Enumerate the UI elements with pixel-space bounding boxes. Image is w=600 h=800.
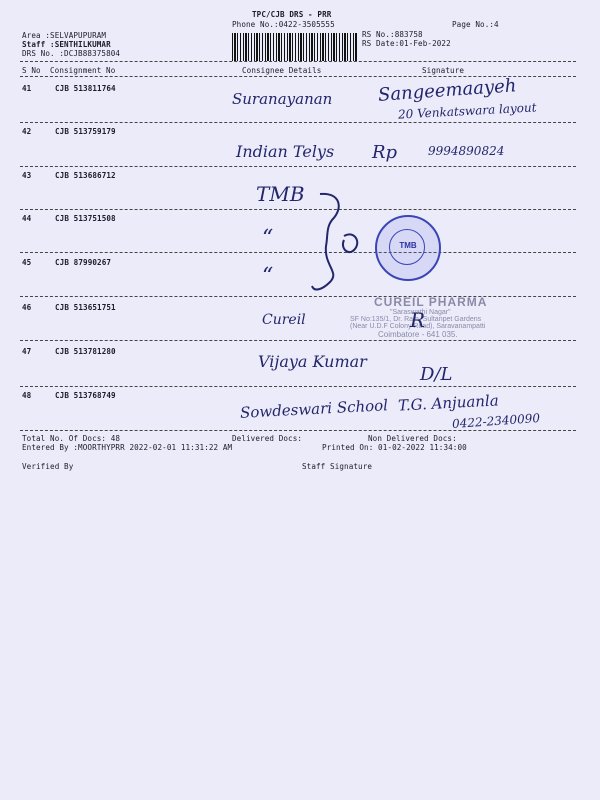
area-label: Area :SELVAPUPURAM — [22, 31, 107, 40]
handwritten-signature: T.G. Anjuanla — [397, 391, 500, 415]
handwritten-signature: Rp — [372, 142, 398, 163]
divider — [20, 122, 576, 123]
row-consignment: CJB 513651751 — [55, 303, 116, 312]
row-consignment: CJB 513781280 — [55, 347, 116, 356]
col-sno: S No — [22, 66, 41, 75]
staff-signature: Staff Signature — [302, 462, 373, 471]
row-consignment: CJB 513751508 — [55, 214, 116, 223]
divider — [20, 61, 576, 62]
handwritten-note: 20 Venkatswara layout — [397, 100, 537, 122]
pharma-stamp: CUREIL PHARMA "Saraswathi Nagar" SF No:135/1, Dr. Ram, Sultanpet Gardens (Near U.D.F Colony Road), Saravanampatti Coimbatore - 641 035. — [350, 295, 488, 339]
non-delivered-docs: Non Delivered Docs: — [368, 434, 457, 443]
handwritten-note: 9994890824 — [428, 144, 505, 158]
handwritten-signature: D/L — [420, 364, 453, 385]
printed-on: Printed On: 01-02-2022 11:34:00 — [322, 443, 467, 452]
divider — [20, 340, 576, 341]
rs-number: RS No.:883758 — [362, 30, 423, 39]
handwritten-consignee: Sowdeswari School — [239, 396, 389, 422]
row-consignment: CJB 513811764 — [55, 84, 116, 93]
row-consignment: CJB 513686712 — [55, 171, 116, 180]
handwritten-consignee: “ — [262, 264, 274, 289]
rs-date: RS Date:01-Feb-2022 — [362, 39, 451, 48]
row-sno: 44 — [22, 214, 32, 223]
total-docs: Total No. Of Docs: 48 — [22, 434, 121, 443]
row-sno: 45 — [22, 258, 32, 267]
col-consignee-details: Consignee Details — [242, 66, 322, 75]
divider — [20, 252, 576, 253]
handwritten-signature: Sangeemaayeh — [377, 75, 518, 106]
divider — [20, 166, 576, 167]
handwritten-note: 0422-2340090 — [451, 410, 541, 432]
row-consignment: CJB 513759179 — [55, 127, 116, 136]
page-number: Page No.:4 — [452, 20, 499, 29]
row-sno: 42 — [22, 127, 32, 136]
entered-by: Entered By :MOORTHYPRR 2022-02-01 11:31:22 AM — [22, 443, 233, 452]
row-consignment: CJB 513768749 — [55, 391, 116, 400]
barcode — [232, 33, 357, 61]
phone-number: Phone No.:0422-3505555 — [232, 20, 335, 29]
handwritten-signature: R — [410, 308, 426, 332]
row-consignment: CJB 87990267 — [55, 258, 112, 267]
row-sno: 47 — [22, 347, 32, 356]
verified-by: Verified By — [22, 462, 74, 471]
divider — [20, 386, 576, 387]
handwritten-consignee: Vijaya Kumar — [258, 352, 367, 371]
row-sno: 46 — [22, 303, 32, 312]
handwritten-consignee: Indian Telys — [236, 142, 335, 161]
handwritten-consignee: TMB — [256, 182, 305, 206]
handwritten-bracket — [310, 190, 370, 300]
delivered-docs: Delivered Docs: — [232, 434, 303, 443]
handwritten-consignee: Cureil — [262, 312, 306, 328]
row-sno: 41 — [22, 84, 32, 93]
doc-title: TPC/CJB DRS - PRR — [252, 10, 332, 19]
divider — [20, 209, 576, 210]
bank-stamp: TMB — [375, 215, 441, 281]
row-sno: 43 — [22, 171, 32, 180]
handwritten-consignee: Suranayanan — [232, 90, 333, 108]
handwritten-consignee: “ — [262, 226, 274, 251]
col-consignment: Consignment No — [50, 66, 116, 75]
staff-label: Staff :SENTHILKUMAR — [22, 40, 111, 49]
col-signature: Signature — [422, 66, 465, 75]
row-sno: 48 — [22, 391, 32, 400]
divider — [20, 430, 576, 431]
drs-number: DRS No. :DCJB88375804 — [22, 49, 121, 58]
